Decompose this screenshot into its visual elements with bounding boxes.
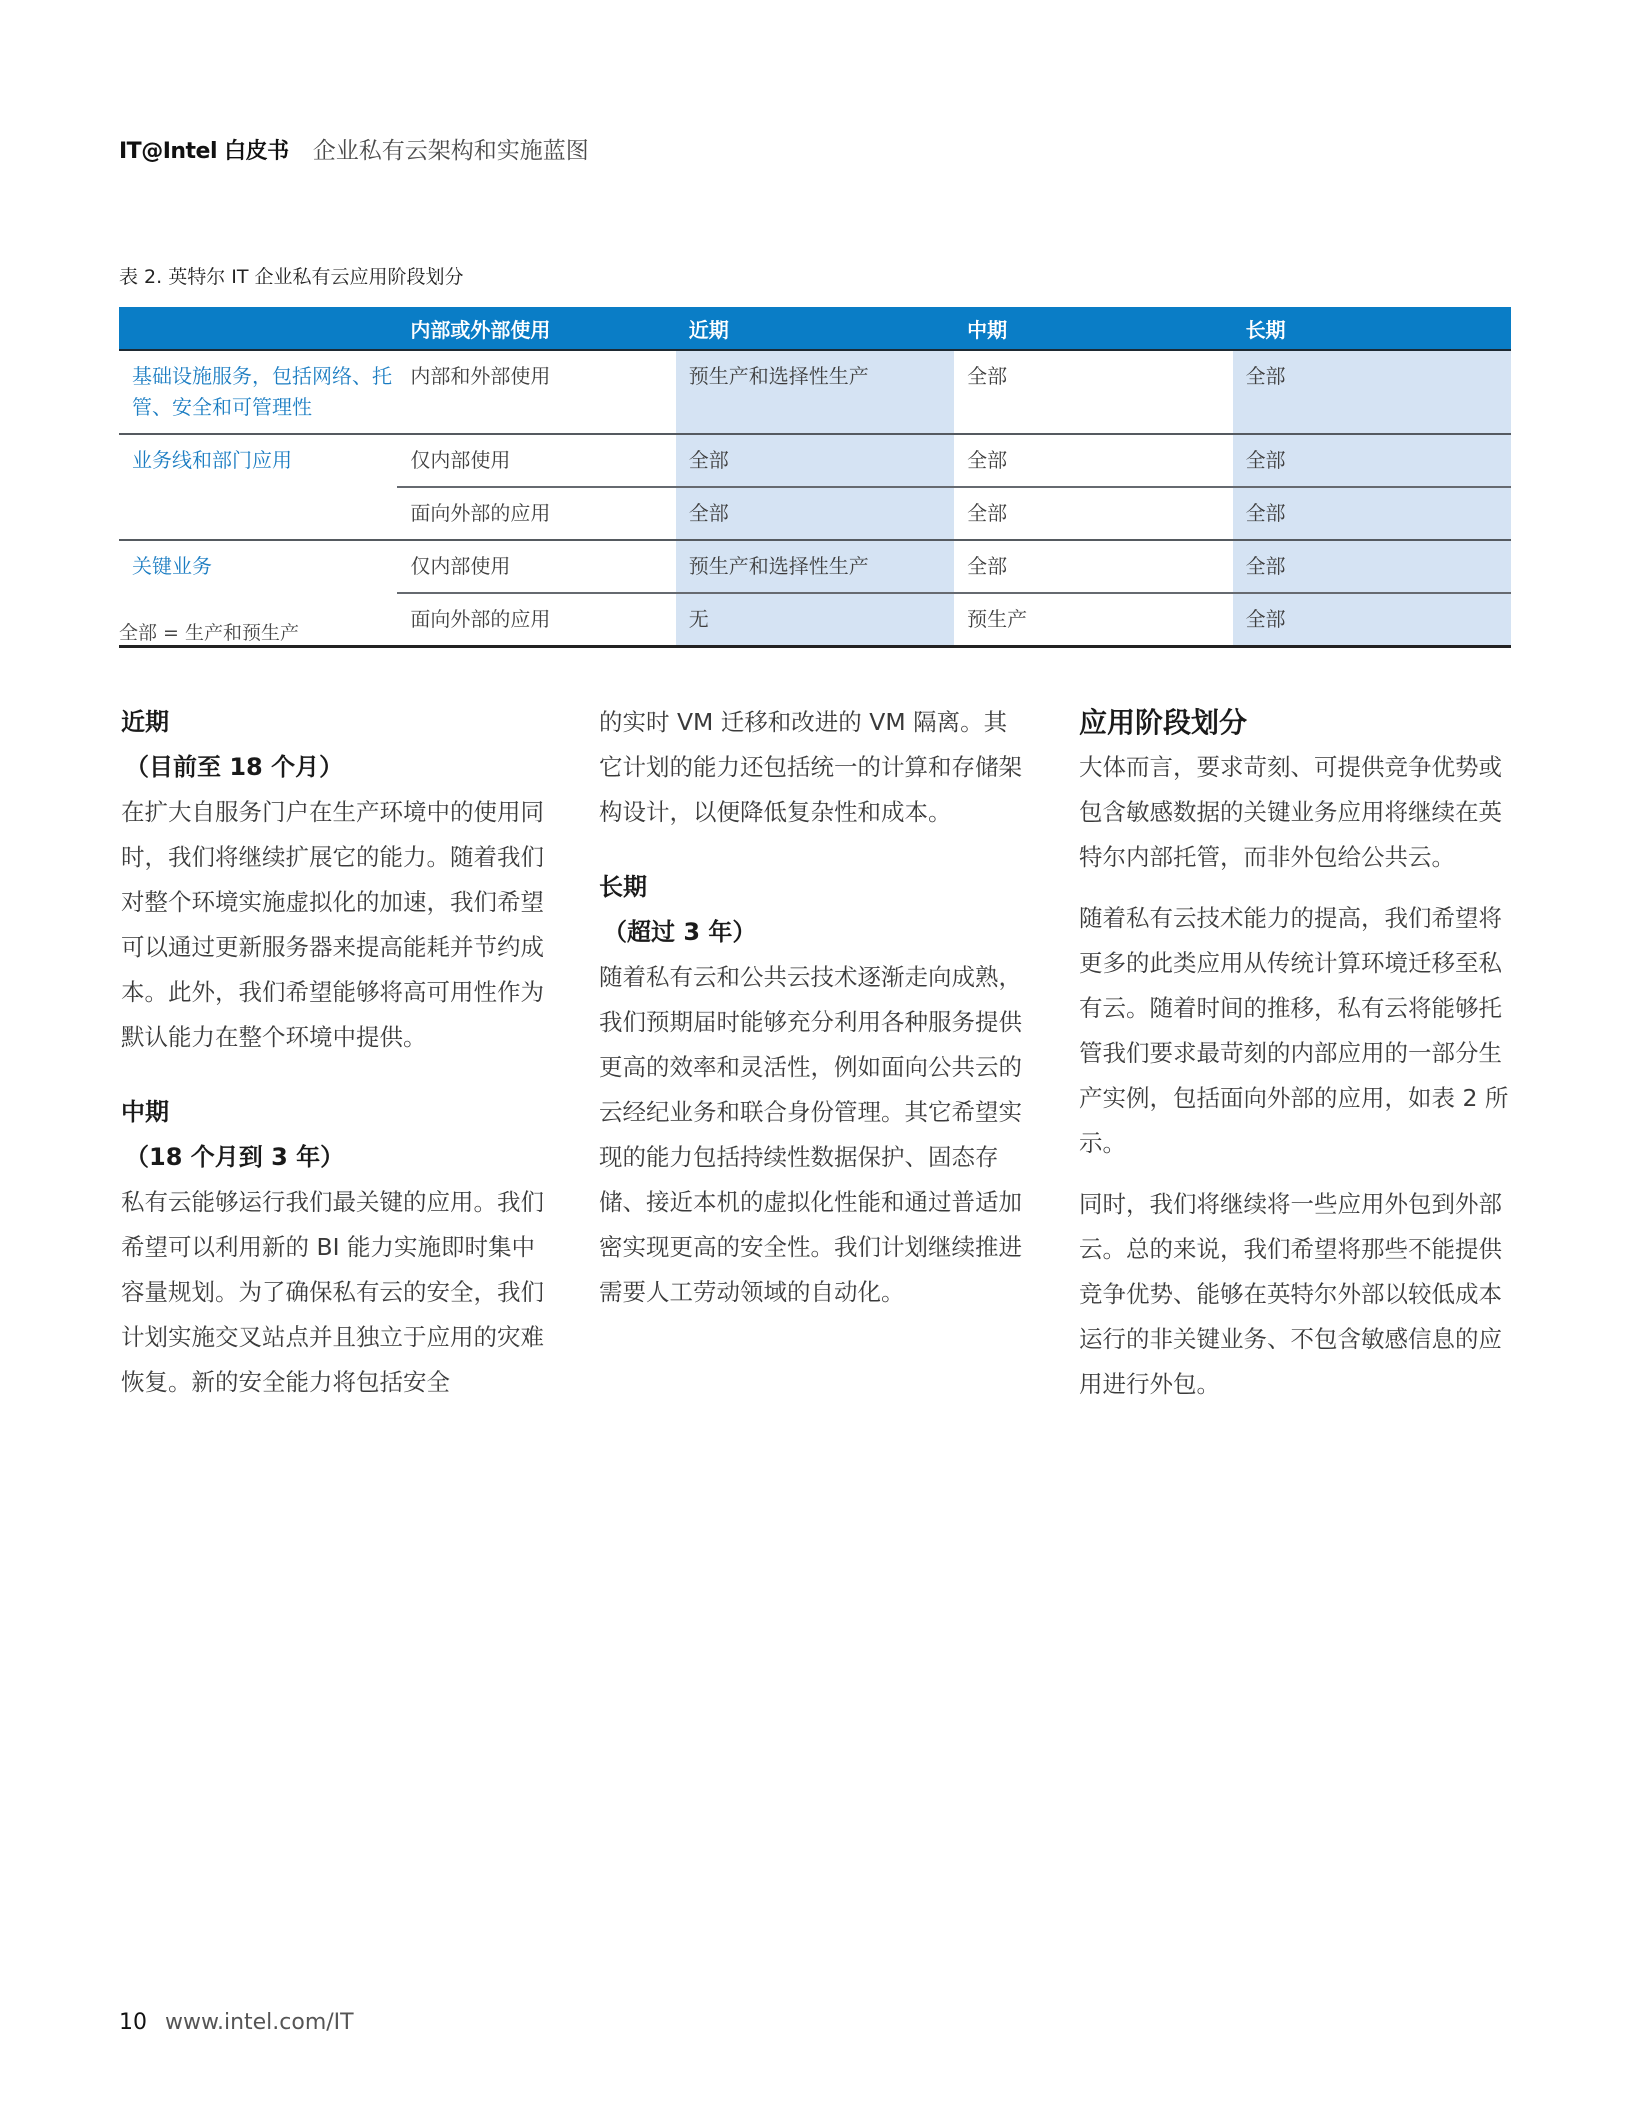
usage-cell: 面向外部的应用 bbox=[397, 487, 675, 540]
near-term-body: 在扩大自服务门户在生产环境中的使用同时，我们将继续扩展它的能力。随着我们对整个环境实施虚拟化的加速，我们希望可以通过更新服务器来提高能耗并节约成本。此外，我们希望能够将高可用性作为默认能力在整个环境中提供。 bbox=[121, 798, 544, 1051]
app-staging-heading: 应用阶段划分 bbox=[1079, 706, 1248, 739]
mid-term-cell: 全部 bbox=[954, 434, 1232, 487]
header-usage: 内部或外部使用 bbox=[397, 307, 675, 350]
app-staging-paragraph: 随着私有云技术能力的提高，我们希望将更多的此类应用从传统计算环境迁移至私有云。随着时间的推移，私有云将能够托管我们要求最苛刻的内部应用的一部分生产实例，包括面向外部的应用，如表 2 所示。 bbox=[1079, 904, 1509, 1157]
usage-cell: 仅内部使用 bbox=[397, 540, 675, 593]
text-column-right bbox=[1079, 700, 1509, 1407]
app-staging-table bbox=[119, 307, 1511, 648]
usage-cell: 内部和外部使用 bbox=[410, 364, 551, 388]
long-term-cell: 全部 bbox=[1233, 540, 1511, 593]
long-term-cell: 全部 bbox=[1233, 487, 1511, 540]
long-term-body: 随着私有云和公共云技术逐渐走向成熟，我们预期届时能够充分利用各种服务提供更高的效率和灵活性，例如面向公共云的云经纪业务和联合身份管理。其它希望实现的能力包括持续性数据保护、固态存储、接近本机的虚拟化性能和通过普适加密实现更高的安全性。我们计划继续推进需要人工劳动领域的自动化。 bbox=[599, 963, 1022, 1306]
category-cell: 关键业务 bbox=[119, 540, 397, 647]
mid-term-subheading: （18 个月到 3 年） bbox=[125, 1143, 345, 1171]
near-term-subheading: （目前至 18 个月） bbox=[125, 753, 344, 781]
brand-label: IT@Intel 白皮书 bbox=[119, 139, 289, 164]
mid-term-heading: 中期 bbox=[121, 1098, 169, 1126]
table-row bbox=[119, 540, 1511, 593]
usage-cell: 面向外部的应用 bbox=[397, 593, 675, 647]
text-column-middle bbox=[599, 700, 1029, 1315]
long-term-cell: 全部 bbox=[1233, 434, 1511, 487]
text-column-left bbox=[121, 700, 551, 1405]
near-term-heading: 近期 bbox=[121, 708, 169, 736]
table-row bbox=[119, 350, 1511, 434]
mid-term-cell: 全部 bbox=[967, 364, 1008, 388]
table-footnote: 全部 = 生产和预生产 bbox=[119, 622, 299, 644]
header-mid-term: 中期 bbox=[954, 307, 1232, 350]
long-term-subheading: （超过 3 年） bbox=[603, 918, 757, 946]
table-caption: 表 2. 英特尔 IT 企业私有云应用阶段划分 bbox=[119, 266, 464, 288]
page-footer bbox=[119, 2010, 354, 2035]
header-category bbox=[119, 307, 397, 350]
footer-link[interactable]: www.intel.com/IT bbox=[165, 2010, 354, 2035]
document-header bbox=[119, 132, 589, 164]
long-term-cell: 全部 bbox=[1233, 350, 1511, 434]
usage-cell: 仅内部使用 bbox=[397, 434, 675, 487]
long-term-cell: 全部 bbox=[1233, 593, 1511, 647]
header-near-term: 近期 bbox=[676, 307, 954, 350]
mid-term-body-continued: 的实时 VM 迁移和改进的 VM 隔离。其它计划的能力还包括统一的计算和存储架构设计，以便降低复杂性和成本。 bbox=[599, 708, 1022, 826]
header-long-term: 长期 bbox=[1233, 307, 1511, 350]
long-term-heading: 长期 bbox=[599, 873, 647, 901]
mid-term-cell: 预生产 bbox=[954, 593, 1232, 647]
mid-term-body: 私有云能够运行我们最关键的应用。我们希望可以利用新的 BI 能力实施即时集中容量规划。为了确保私有云的安全，我们计划实施交叉站点并且独立于应用的灾难恢复。新的安全能力将包括安全 bbox=[121, 1188, 544, 1396]
app-staging-paragraph: 大体而言，要求苛刻、可提供竞争优势或包含敏感数据的关键业务应用将继续在英特尔内部托管，而非外包给公共云。 bbox=[1079, 753, 1502, 871]
app-staging-paragraph: 同时，我们将继续将一些应用外包到外部云。总的来说，我们希望将那些不能提供竞争优势、能够在英特尔外部以较低成本运行的非关键业务、不包含敏感信息的应用进行外包。 bbox=[1079, 1190, 1502, 1398]
page-number: 10 bbox=[119, 2010, 147, 2035]
near-term-cell: 全部 bbox=[676, 434, 954, 487]
near-term-cell: 全部 bbox=[676, 487, 954, 540]
mid-term-cell: 全部 bbox=[954, 540, 1232, 593]
table-header-row bbox=[119, 307, 1511, 350]
mid-term-cell: 全部 bbox=[954, 487, 1232, 540]
near-term-cell: 预生产和选择性生产 bbox=[676, 540, 954, 593]
table-row bbox=[119, 434, 1511, 487]
category-cell: 基础设施服务，包括网络、托管、安全和可管理性 bbox=[132, 364, 392, 419]
category-cell: 业务线和部门应用 bbox=[119, 434, 397, 540]
document-title: 企业私有云架构和实施蓝图 bbox=[312, 138, 589, 164]
near-term-cell: 无 bbox=[676, 593, 954, 647]
near-term-cell: 预生产和选择性生产 bbox=[676, 350, 954, 434]
